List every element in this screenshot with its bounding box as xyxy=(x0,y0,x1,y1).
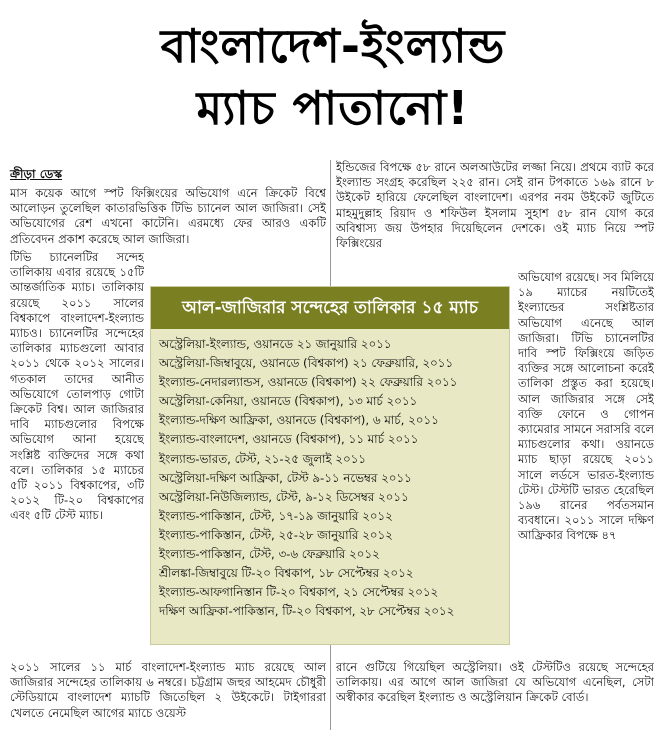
match-item: অস্ট্রেলিয়া-নিউজিল্যান্ড, টেস্ট, ৯-১২ ডিসেম্বর ২০১১ xyxy=(159,489,409,504)
article-col2-narrow: অভিযোগ রয়েছে। সব মিলিয়ে ১৯ ম্যাচের নয়টিতেই ইংল্যান্ডের সংশ্লিষ্টতার অভিযোগ এনেছে আল জাজিরা। টিভি চ্যানেলটির দাবি স্পট ফিক্সিংয়ে জড়িত ব্যক্তির সঙ্গে আলোচনা করেই তালিকা প্রস্তুত করা হয়েছে। আল জাজিরার সঙ্গে সেই ব্যক্তি ফোনে ও গোপন ক্যামেরার সামনে সরাসরি বলে ম্যাচগুলোর কথা। ওয়ানডে ম্যাচ ছাড়া রয়েছে ২০১১ সালে লর্ডসে ভারত-ইংল্যান্ড টেস্ট। টেস্টটি ভারত হেরেছিল ১৯৬ রানের পর্বতসমান ব্যবধানে। ২০১১ সালে দক্ষিণ আফ্রিকার বিপক্ষে ৪৭ xyxy=(518,270,654,543)
match-item: ইংল্যান্ড-ভারত, টেস্ট, ২১-২৫ জুলাই ২০১১ xyxy=(159,451,366,466)
match-item: ইংল্যান্ড-পাকিস্তান, টেস্ট, ২৫-২৮ জানুয়ারি ২০১২ xyxy=(159,527,393,542)
match-item: অস্ট্রেলিয়া-কেনিয়া, ওয়ানডে (বিশ্বকাপ), ১৩ মার্চ ২০১১ xyxy=(159,394,418,409)
article-col1-narrow: টিভি চ্যানেলটির সন্দেহ তালিকায় এবার রয়েছে ১৫টি আন্তর্জাতিক ম্যাচ। তালিকায় রয়েছে ২০১১ সালের বিশ্বকাপে বাংলাদেশ-ইংল্যান্ড ম্যাচও। চ্যানেলটির সন্দেহের তালিকার ম্যাচগুলো আবার ২০১১ থেকে ২০১২ সালের। গতকাল তাদের আনীত অভিযোগে তোলপাড় গোটা ক্রিকেট বিশ্ব। আল জাজিরার দাবি ম্যাচগুলোর বিপক্ষে অভিযোগ আনা হয়েছে সংশ্লিষ্ট ব্যক্তিদের সঙ্গে কথা বলে। তালিকার ১৫ ম্যাচের ৫টি ২০১১ বিশ্বকাপের, ৩টি ২০১২ টি-২০ বিশ্বকাপের এবং ৫টি টেস্ট ম্যাচ। xyxy=(10,250,144,523)
article-col2-bottom: রানে গুটিয়ে গিয়েছিল অস্ট্রেলিয়া। ওই টেস্টটিও রয়েছে সন্দেহের তালিকায়। এর আগে আল জাজিরা যে অভিযোগ এনেছিল, সেটা অস্বীকার করেছিল ইংল্যান্ড ও অস্ট্রেলিয়ান ক্রিকেট বোর্ড। xyxy=(336,660,654,705)
match-item: ইংল্যান্ড-বাংলাদেশ, ওয়ানডে (বিশ্বকাপ), ১১ মার্চ ২০১১ xyxy=(159,432,419,447)
suspect-match-list-box xyxy=(150,286,510,645)
match-item: ইংল্যান্ড-দক্ষিণ আফ্রিকা, ওয়ানডে (বিশ্বকাপ), ৬ মার্চ, ২০১১ xyxy=(159,413,439,428)
match-item: অস্ট্রেলিয়া-দক্ষিণ আফ্রিকা, টেস্ট ৯-১১ নভেম্বর ২০১১ xyxy=(159,470,412,485)
match-item: অস্ট্রেলিয়া-ইংল্যান্ড, ওয়ানডে ২১ জানুয়ারি ২০১১ xyxy=(159,337,392,351)
article-intro: মাস কয়েক আগে স্পট ফিক্সিংয়ের অভিযোগ এনে ক্রিকেট বিশ্বে আলোড়ন তুলেছিল কাতারভিত্তিক টিভি চ্যানেল আল জাজিরা। সেই অভিযোগের রেশ এখনো কাটেনি। এরমধ্যে ফের আরও একটি প্রতিবেদন প্রকাশ করেছে আল জাজিরা। xyxy=(10,186,326,246)
box-title: আল-জাজিরার সন্দেহের তালিকার ১৫ ম্যাচ xyxy=(151,287,509,329)
match-item: শ্রীলঙ্কা-জিম্বাবুয়ে টি-২০ বিশ্বকাপ, ১৮ সেপ্টেম্বর ২০১২ xyxy=(159,566,414,581)
match-item: ইংল্যান্ড-পাকিস্তান, টেস্ট, ৩-৬ ফেব্রুয়ারি ২০১২ xyxy=(159,547,380,562)
match-item: অস্ট্রেলিয়া-জিম্বাবুয়ে, ওয়ানডে (বিশ্বকাপ) ২১ ফেব্রুয়ারি, ২০১১ xyxy=(159,356,453,371)
match-item: ইংল্যান্ড-নেদারল্যান্ডস, ওয়ানডে (বিশ্বকাপ) ২২ ফেব্রুয়ারি ২০১১ xyxy=(159,375,458,390)
article-col2-top: ইন্ডিজের বিপক্ষে ৫৮ রানে অলআউটের লজ্জা নিয়ে। প্রথমে ব্যাট করে ইংল্যান্ড সংগ্রহ করেছিল ২২৫ রান। সেই রান টপকাতে ১৬৯ রানে ৮ উইকেট হারিয়ে ফেলেছিল বাংলাদেশ। এরপর নবম উইকেট জুটিতে মাহমুদুল্লাহ রিয়াদ ও শফিউল ইসলাম সুহাশ ৫৮ রান যোগ করে অবিশ্বাস্য জয় উপহার দিয়েছিলেন দেশকে। ওই ম্যাচ নিয়ে স্পট ফিক্সিংয়ের xyxy=(336,160,654,251)
article-col1-bottom: ২০১১ সালের ১১ মার্চ বাংলাদেশ-ইংল্যান্ড ম্যাচ রয়েছে আল জাজিরার সন্দেহের তালিকায় ৬ নম্বরে। চট্টগ্রাম জহুর আহমেদ চৌধুরী স্টেডিয়ামে বাংলাদেশ ম্যাচটি জিতেছিল ২ উইকেটে। টাইগাররা খেলতে নেমেছিল আগের ম্যাচে ওয়েস্ট xyxy=(10,660,326,720)
match-item: দক্ষিণ আফ্রিকা-পাকিস্তান, টি-২০ বিশ্বকাপ, ২৮ সেপ্টেম্বর ২০১২ xyxy=(159,604,455,619)
byline: ক্রীড়া ডেস্ক xyxy=(10,167,63,181)
match-item: ইংল্যান্ড-পাকিস্তান, টেস্ট, ১৭-১৯ জানুয়ারি ২০১২ xyxy=(159,508,393,523)
match-list xyxy=(159,335,505,621)
headline-line-2: ম্যাচ পাতানো! xyxy=(196,81,470,135)
match-item: ইংল্যান্ড-আফগানিস্তান টি-২০ বিশ্বকাপ, ২১ সেপ্টেম্বর ২০১২ xyxy=(159,585,439,600)
headline-line-1: বাংলাদেশ-ইংল্যান্ড xyxy=(160,19,506,73)
